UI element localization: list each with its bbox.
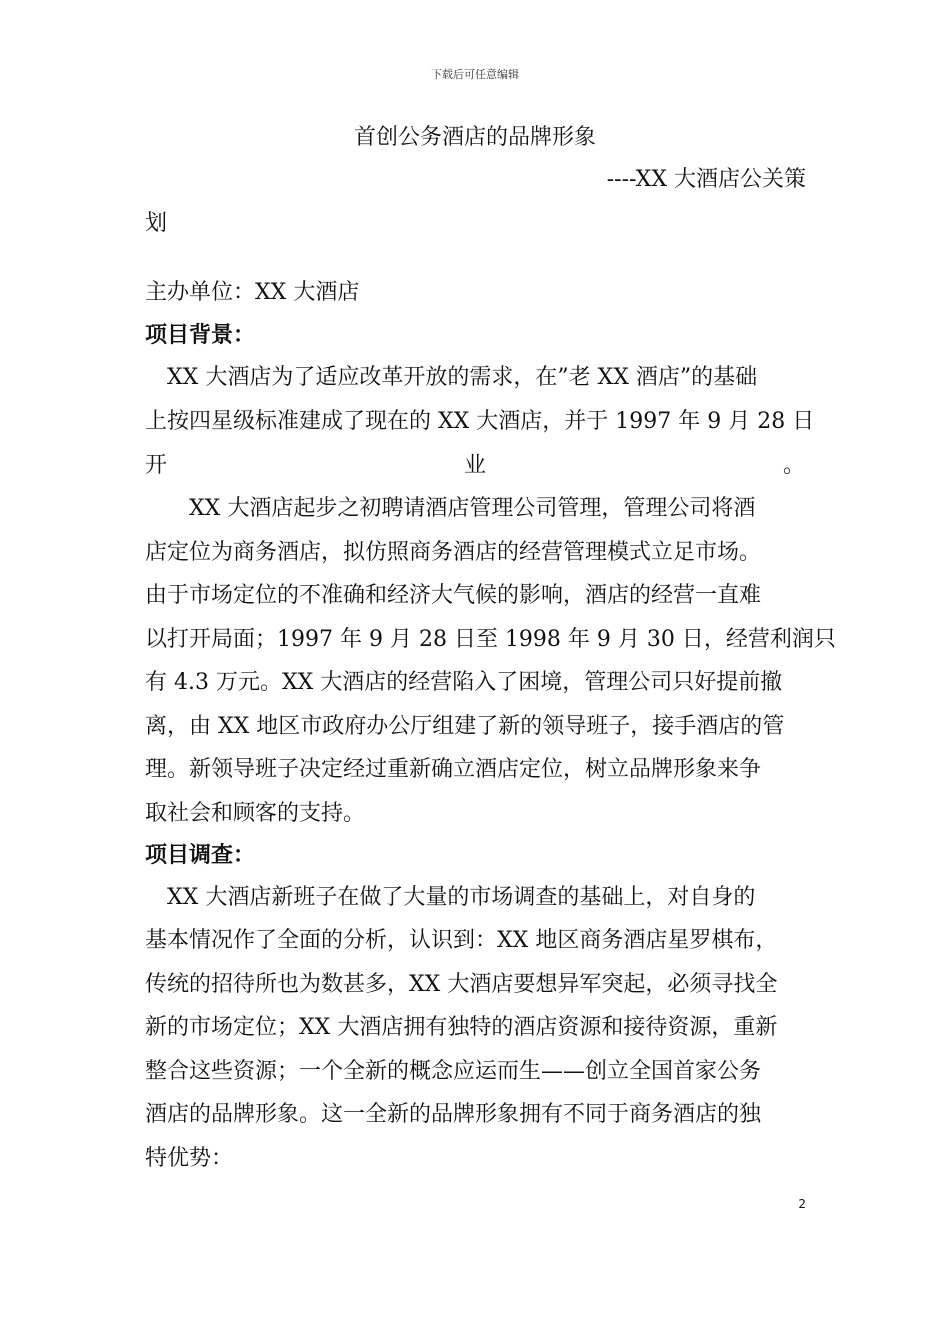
paragraph-line: 新的市场定位；XX 大酒店拥有独特的酒店资源和接待资源，重新 — [145, 1015, 778, 1040]
section-heading-survey: 项目调查： — [145, 843, 256, 868]
paragraph-line: XX 大酒店起步之初聘请酒店管理公司管理，管理公司将酒 — [145, 496, 756, 521]
paragraph-line: 上按四星级标准建成了现在的 XX 大酒店，并于 1997 年 9 月 28 日 — [145, 409, 815, 434]
paragraph-line: XX 大酒店为了适应改革开放的需求，在”老 XX 酒店”的基础 — [145, 365, 758, 390]
document-subtitle-continuation: 划 — [145, 211, 168, 236]
text-char: 开 — [145, 453, 168, 478]
text-char: 业 — [463, 453, 486, 478]
paragraph-line: 店定位为商务酒店，拟仿照商务酒店的经营管理模式立足市场。 — [145, 540, 762, 565]
paragraph-line: 离，由 XX 地区市政府办公厅组建了新的领导班子，接手酒店的管 — [145, 714, 785, 739]
paragraph-line: 酒店的品牌形象。这一全新的品牌形象拥有不同于商务酒店的独 — [145, 1102, 762, 1127]
paragraph-line: 由于市场定位的不准确和经济大气候的影响，酒店的经营一直难 — [145, 583, 762, 608]
paragraph-line: 理。新领导班子决定经过重新确立酒店定位，树立品牌形象来争 — [145, 757, 762, 782]
paragraph-line: 传统的招待所也为数甚多，XX 大酒店要想异军突起，必须寻找全 — [145, 972, 778, 997]
paragraph-line: 特优势： — [145, 1146, 234, 1171]
paragraph-line: 整合这些资源；一个全新的概念应运而生——创立全国首家公务 — [145, 1059, 762, 1084]
document-title: 首创公务酒店的品牌形象 — [353, 125, 596, 150]
organizer-line: 主办单位：XX 大酒店 — [145, 280, 360, 305]
paragraph-line: XX 大酒店新班子在做了大量的市场调查的基础上，对自身的 — [145, 885, 756, 910]
text-char: 。 — [782, 453, 805, 478]
section-heading-background: 项目背景： — [145, 323, 256, 348]
paragraph-line: 取社会和顾客的支持。 — [145, 801, 366, 826]
paragraph-line: 以打开局面；1997 年 9 月 28 日至 1998 年 9 月 30 日，经营利润只 — [145, 627, 836, 652]
document-subtitle: ----XX 大酒店公关策 — [606, 167, 806, 192]
page-number: 2 — [798, 1197, 806, 1211]
paragraph-line: 有 4.3 万元。XX 大酒店的经营陷入了困境，管理公司只好提前撤 — [145, 670, 783, 695]
header-note: 下载后可任意编辑 — [431, 68, 519, 81]
paragraph-line-justified — [145, 448, 805, 479]
paragraph-line: 基本情况作了全面的分析，认识到：XX 地区商务酒店星罗棋布， — [145, 928, 778, 953]
